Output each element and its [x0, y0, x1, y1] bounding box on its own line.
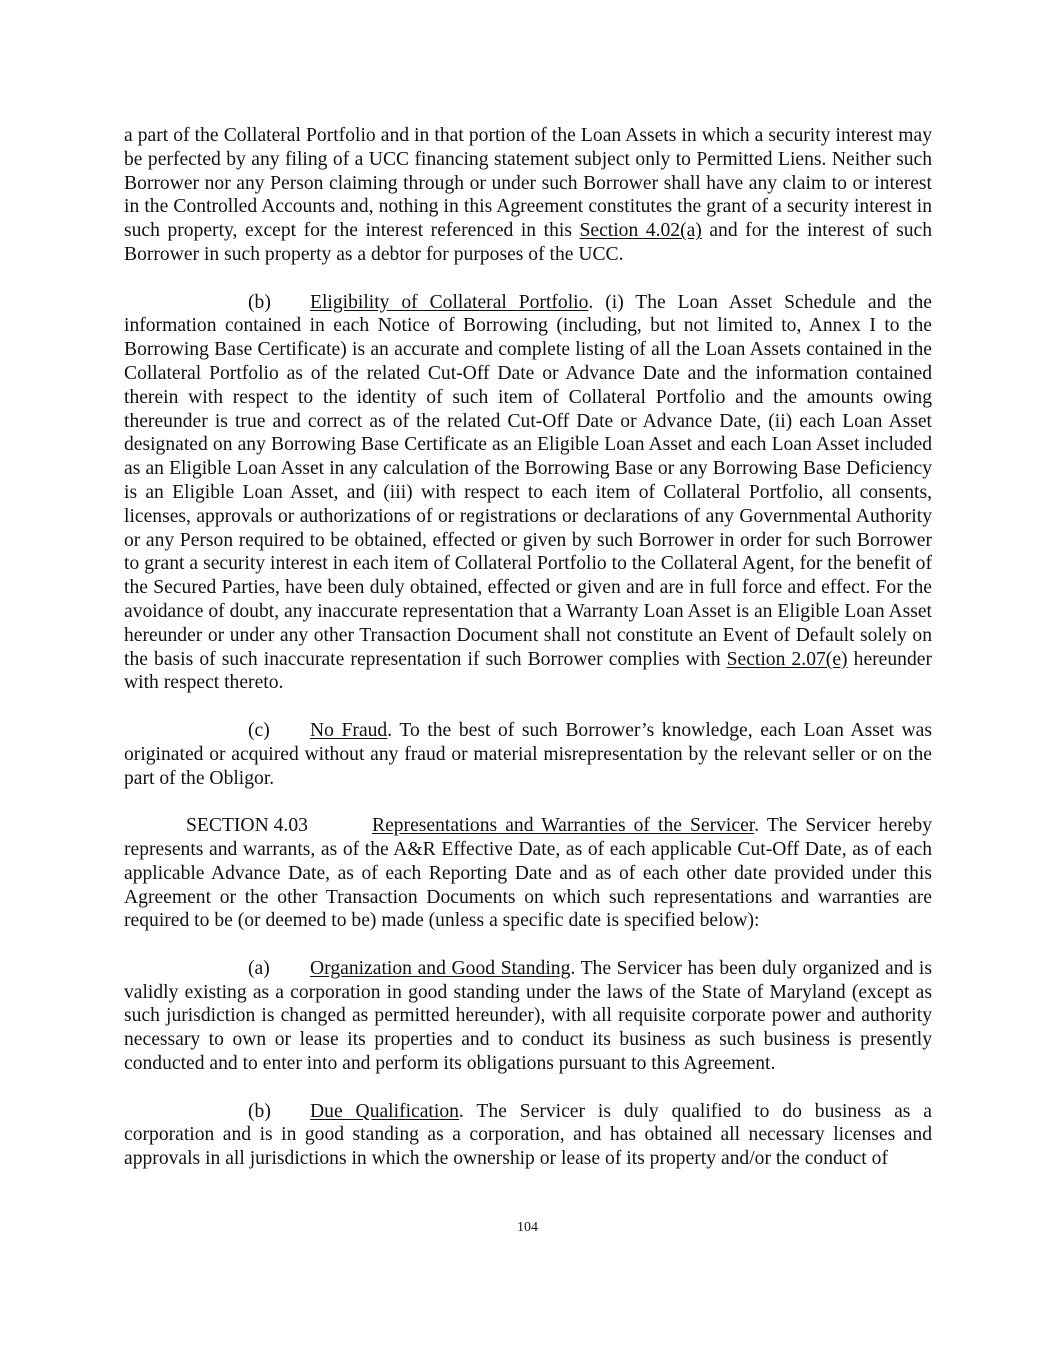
paragraph-text: . The Servicer hereby represents and warrants, as of the A&R Effective Date, as of each applicable Cut-Off Date, as of each applicable Advance Date, as of each Reporting Date and as of each other date provided under this Agreement or the other Transaction Documents on which such representations and warranties are required to be (or deemed to be) made (unless a specific date is specified below): — [124, 815, 932, 932]
paragraph-text: . To the best of such Borrower’s knowledge, each Loan Asset was originated or acquired without any fraud or material misrepresentation by the relevant seller or on the part of the Obligor. — [124, 719, 932, 789]
cross-reference-section-4-02a: Section 4.02(a) — [579, 220, 702, 242]
clause-heading: No Fraud — [310, 719, 388, 741]
paragraph-text: . The Servicer has been duly organized and is validly existing as a corporation in good standing under the laws of the State of Maryland (except as such jurisdiction is changed as permitted hereunder), with all requisite corporate power and authority necessary to own or lease its properties and to conduct its business as such business is presently conducted and to enter into and perform its obligations pursuant to this Agreement. — [124, 957, 933, 1075]
clause-label: (c) — [248, 719, 270, 741]
cross-reference-section-2-07e: Section 2.07(e) — [726, 648, 848, 670]
paragraph-text: . The Servicer is duly qualified to do business as a corporation and is in good standing as a corporation, and has obtained all necessary licenses and approvals in all jurisdictions in which the ownership or lease of its property and/or the conduct of — [124, 1100, 932, 1170]
paragraph-text: a part of the Collateral Portfolio and in that portion of the Loan Assets in which a security interest may be perfected by any filing of a UCC financing statement subject only to Permitted Liens. Neither such Borrower nor any Person claiming through or under such Borrower shall have any claim to or interest in the Controlled Accounts and, nothing in this Agreement constitutes the grant of a security interest in such property, except for the interest referenced in this — [124, 125, 932, 242]
section-4-03 — [124, 814, 932, 933]
document-page — [124, 124, 932, 1195]
paragraph-continuation — [124, 124, 932, 267]
clause-heading: Due Qualification — [310, 1100, 459, 1122]
paragraph-eligibility-of-collateral-portfolio — [124, 291, 932, 696]
page-number: 104 — [517, 1220, 538, 1235]
clause-label: (a) — [248, 957, 270, 979]
paragraph-organization-and-good-standing — [124, 957, 932, 1076]
paragraph-text: . (i) The Loan Asset Schedule and the information contained in each Notice of Borrowing (including, but not limited to, Annex I to the Borrowing Base Certificate) is an accurate and complete listing of all the Loan Assets contained in the Collateral Portfolio as of the related Cut-Off Date or Advance Date and the information contained therein with respect to the identity of such item of Collateral Portfolio and the amounts owing thereunder is true and correct as of the related Cut-Off Date or Advance Date, (ii) each Loan Asset designated on any Borrowing Base Certificate as an Eligible Loan Asset and each Loan Asset included as an Eligible Loan Asset in any calculation of the Borrowing Base or any Borrowing Base Deficiency is an Eligible Loan Asset, and (iii) with respect to each item of Collateral Portfolio, all consents, licenses, approvals or authorizations of or registrations or declarations of any Governmental Authority or any Person required to be obtained, effected or given by such Borrower in order for such Borrower to grant a security interest in each item of Collateral Portfolio to the Collateral Agent, for the benefit of the Secured Parties, have been duly obtained, effected or given and are in full force and effect. For the avoidance of doubt, any inaccurate representation that a Warranty Loan Asset is an Eligible Loan Asset hereunder or under any other Transaction Document shall not constitute an Event of Default solely on the basis of such inaccurate representation if such Borrower complies with — [124, 291, 932, 670]
section-heading: Representations and Warranties of the Servicer — [372, 815, 755, 837]
clause-heading: Organization and Good Standing — [310, 957, 571, 979]
clause-label: (b) — [248, 291, 271, 313]
section-label: SECTION 4.03 — [186, 815, 308, 837]
paragraph-no-fraud — [124, 719, 932, 790]
paragraph-text: hereunder with respect thereto. — [124, 648, 932, 694]
clause-heading: Eligibility of Collateral Portfolio — [310, 291, 589, 313]
clause-label: (b) — [248, 1100, 271, 1122]
paragraph-due-qualification — [124, 1100, 932, 1171]
paragraph-text: and for the interest of such Borrower in such property as a debtor for purposes of the UCC. — [124, 220, 932, 265]
